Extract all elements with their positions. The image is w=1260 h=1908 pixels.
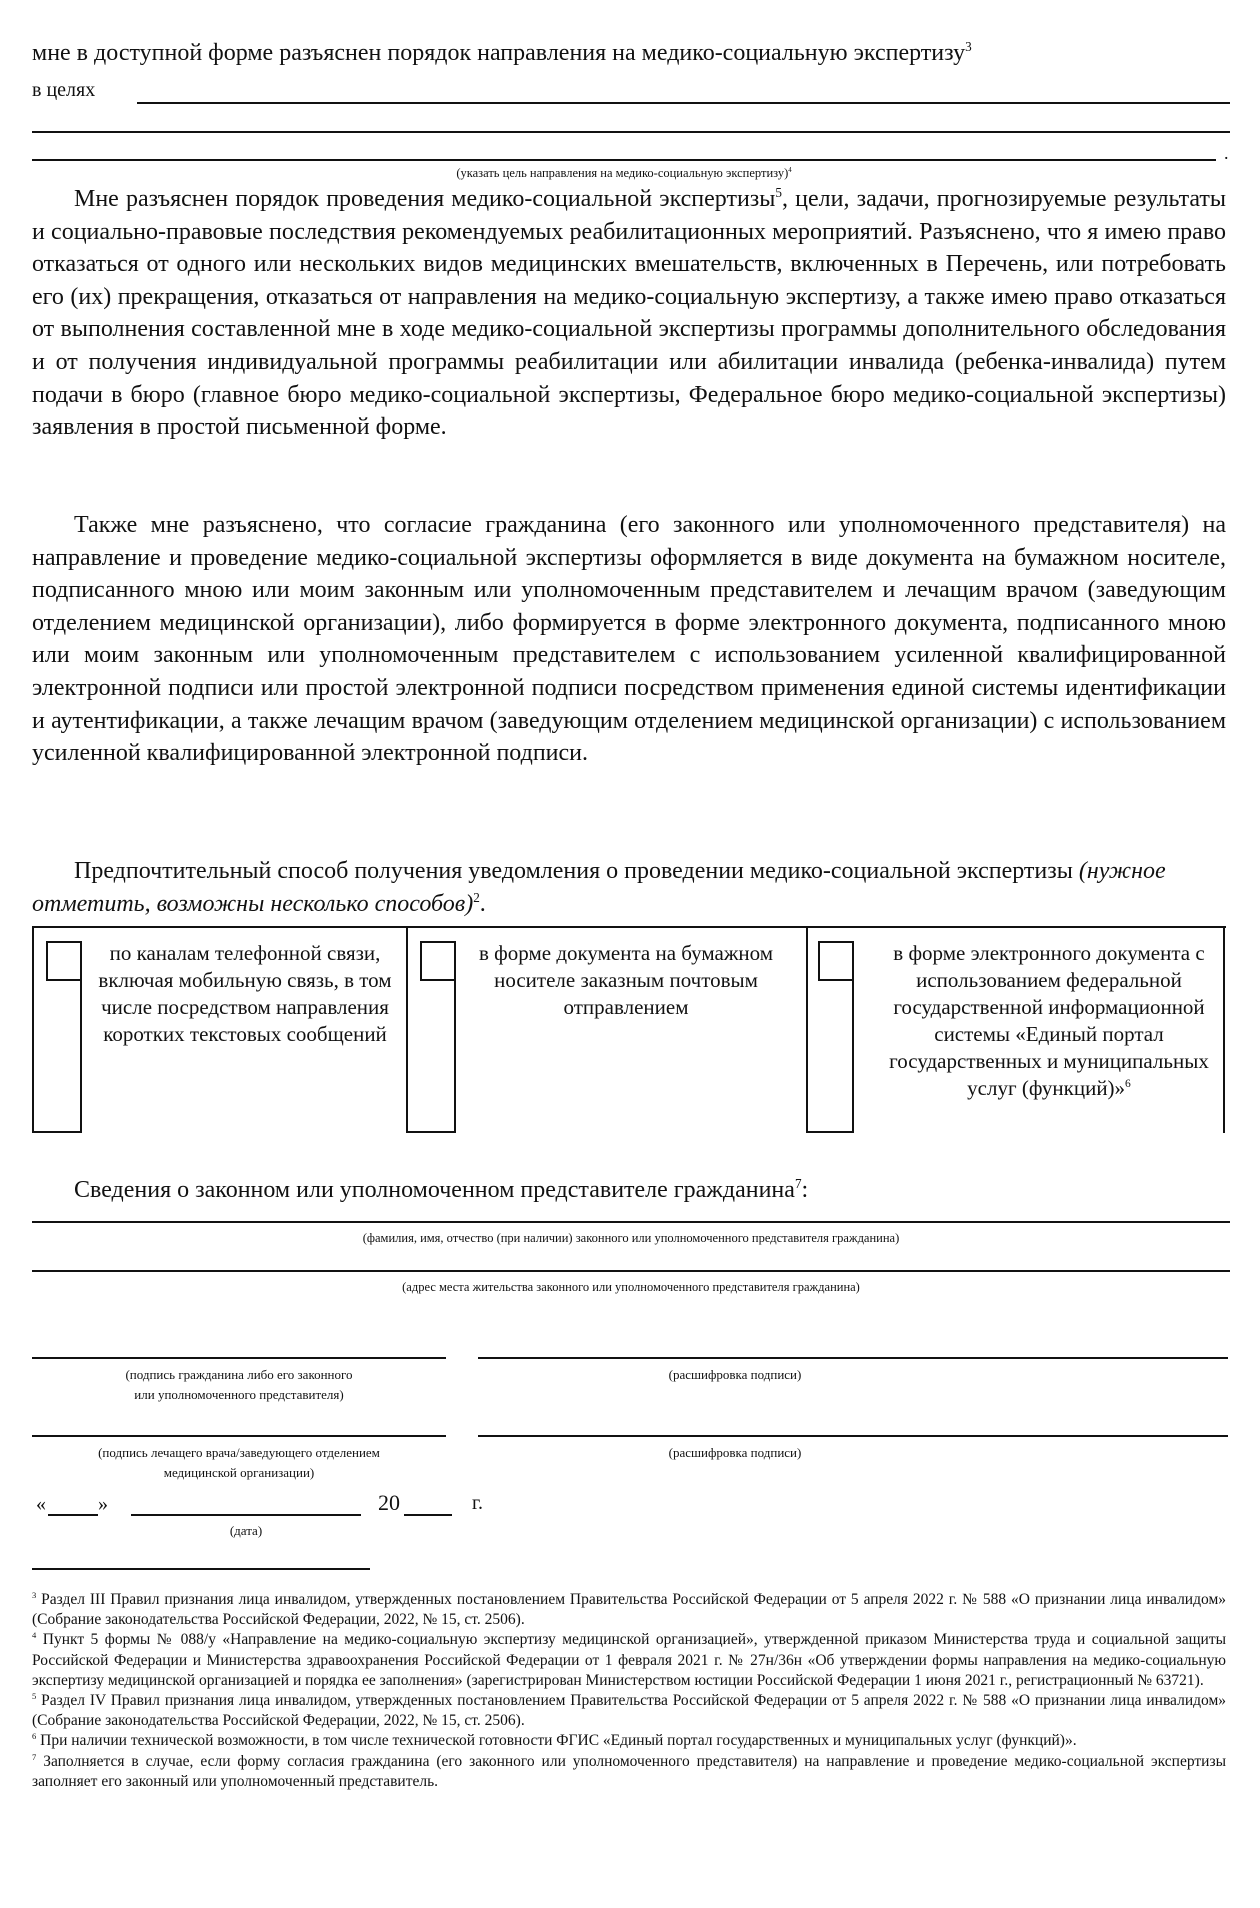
purpose-input-line-1[interactable] — [137, 102, 1230, 104]
checkbox-post[interactable] — [420, 941, 456, 981]
notification-option-post — [406, 928, 806, 1133]
footnote-number: 7 — [32, 1751, 37, 1762]
notification-heading-end: . — [479, 890, 486, 917]
option-label-text: в форме электронного документа с использованием федеральной государственной информационной системы «Единый портал государственных и муниципальных услуг (функций)» — [889, 941, 1209, 1100]
footnote-ref: 6 — [1125, 1078, 1131, 1090]
notification-hint: (нужное отметить, возможны несколько способов) — [32, 858, 1166, 917]
citizen-signature-caption — [32, 1365, 446, 1405]
table-border — [454, 979, 456, 1133]
representative-address-caption: (адрес места жительства законного или уполномоченного представителя гражданина) — [402, 1280, 860, 1294]
citizen-signature-line[interactable] — [32, 1357, 446, 1359]
purpose-label: в целях — [32, 79, 96, 101]
notification-heading-text: Предпочтительный способ получения уведомления о проведении медико-социальной экспертизы — [74, 858, 1073, 884]
footnote-text: При наличии технической возможности, в том числе технической готовности ФГИС «Единый портал государственных и муниципальных услуг (функций)». — [40, 1732, 1077, 1750]
date-caption: (дата) — [229, 1523, 263, 1538]
paragraph-consent-text: Также мне разъяснено, что согласие гражданина (его законного или уполномоченного представителя) на направление и проведение медико-социальной экспертизы оформляется в виде документа на бумажном носителе, подписанного мною или моим законным или уполномоченным представителем и лечащим врачом (заведующим отделением медицинской организации), либо формируется в форме электронного документа, подписанного мною или моим законным или уполномоченным представителем с использованием усиленной квалифицированной электронной подписи или простой электронной подписи посредством применения единой системы идентификации и аутентификации, а также лечащим врачом (заведующим отделением медицинской организации) с использованием усиленной квалифицированной электронной подписи. — [32, 512, 1226, 767]
footnote — [32, 1731, 1226, 1751]
representative-heading — [74, 1174, 808, 1206]
representative-name-caption: (фамилия, имя, отчество (при наличии) законного или уполномоченного представителя гражданина) — [362, 1231, 900, 1245]
notification-option-phone — [32, 928, 406, 1133]
purpose-caption-text: (указать цель направления на медико-социальную экспертизу) — [456, 166, 789, 180]
purpose-end-period: . — [1224, 143, 1229, 163]
table-border — [852, 979, 854, 1133]
footnote — [32, 1630, 1226, 1691]
footnote-number: 4 — [32, 1630, 37, 1641]
footnote-ref: 2 — [473, 889, 480, 905]
footnote-text: Раздел IV Правил признания лица инвалидом, утвержденных постановлением Правительства Российской Федерации от 5 апреля 2022 г. № 588 «О признании лица инвалидом» (Собрание законодательства Российской Федерации, 2022, № 15, ст. 2506). — [32, 1692, 1227, 1730]
date-year-suffix: г. — [472, 1492, 483, 1514]
representative-name-line[interactable] — [32, 1221, 1230, 1223]
citizen-decode-caption: (расшифровка подписи) — [668, 1367, 802, 1382]
table-border — [32, 928, 34, 1133]
notification-options-table — [32, 926, 1226, 1133]
citizen-signature-decode-line[interactable] — [478, 1357, 1228, 1359]
caption-line: (подпись лечащего врача/заведующего отделением — [98, 1445, 380, 1460]
purpose-input-line-2[interactable] — [32, 131, 1230, 133]
footnote-text: Пункт 5 формы № 088/у «Направление на медико-социальную экспертизу медицинской организацией», утвержденной приказом Министерства труда и социальной защиты Российской Федерации и Министерства здравоохранения Российской Федерации от 1 февраля 2021 г. № 27н/36н «Об утверждении формы направления на медико-социальную экспертизу медицинской организацией и порядка ее заполнения» (зарегистрирован Министерством юстиции Российской Федерации 1 июня 2021 г., регистрационный № 63721). — [32, 1631, 1227, 1689]
checkbox-phone[interactable] — [46, 941, 82, 981]
table-border — [806, 1131, 854, 1133]
doctor-signature-caption — [22, 1443, 456, 1483]
footnote — [32, 1590, 1226, 1630]
footnote-text: Раздел III Правил признания лица инвалидом, утвержденных постановлением Правительства Российской Федерации от 5 апреля 2022 г. № 588 «О признании лица инвалидом» (Собрание законодательства Российской Федерации, 2022, № 15, ст. 2506). — [32, 1591, 1227, 1629]
paragraph-rights-text-1: Мне разъяснен порядок проведения медико-социальной экспертизы — [74, 186, 776, 212]
date-year-line[interactable] — [404, 1514, 452, 1516]
footnote-ref: 3 — [965, 39, 972, 54]
footnote-text: Заполняется в случае, если форму согласия гражданина (его законного или уполномоченного представителя) на направление и проведение медико-социальной экспертизы заполняет его законный или уполномоченный представитель. — [32, 1752, 1226, 1790]
footnote-ref: 4 — [788, 166, 792, 174]
doctor-signature-line[interactable] — [32, 1435, 446, 1437]
option-label: по каналам телефонной связи, включая мобильную связь, в том числе посредством направления коротких текстовых сообщений — [98, 941, 392, 1046]
date-open-quote: « — [36, 1493, 46, 1515]
doctor-signature-decode-line[interactable] — [478, 1435, 1228, 1437]
representative-heading-end: : — [801, 1177, 809, 1203]
notification-option-epgu — [806, 928, 1226, 1133]
representative-heading-text: Сведения о законном или уполномоченном представителе гражданина — [74, 1177, 795, 1203]
notification-heading — [32, 855, 1226, 920]
table-border — [406, 1131, 456, 1133]
representative-address-line[interactable] — [32, 1270, 1230, 1272]
footnote-number: 6 — [32, 1731, 37, 1742]
date-century: 20 — [378, 1490, 400, 1515]
checkbox-epgu[interactable] — [818, 941, 854, 981]
purpose-caption — [32, 165, 1216, 181]
caption-line: медицинской организации) — [163, 1465, 315, 1480]
option-label: в форме документа на бумажном носителе заказным почтовым отправлением — [479, 941, 773, 1019]
paragraph-rights-text-2: , цели, задачи, прогнозируемые результаты и социально-правовые последствия рекомендуемых реабилитационных мероприятий. Разъяснено, что я имею право отказаться от одного или нескольких видов медицинских вмешательств, включенных в Перечень, или потребовать его (их) прекращения, отказаться от направления на медико-социальную экспертизу, а также имею право отказаться от выполнения составленной мне в ходе медико-социальной экспертизы программы дополнительного обследования и от получения индивидуальной программы реабилитации или абилитации инвалида (ребенка-инвалида) путем подачи в бюро (главное бюро медико-социальной экспертизы, Федеральное бюро медико-социальной экспертизы) заявления в простой письменной форме. — [32, 186, 1227, 441]
table-border — [806, 928, 808, 1133]
intro-text: мне в доступной форме разъяснен порядок направления на медико-социальную экспертизу — [32, 40, 966, 66]
footnote-ref: 5 — [775, 185, 783, 200]
caption-line: (подпись гражданина либо его законного — [125, 1367, 353, 1382]
option-label — [874, 940, 1224, 1102]
footnotes — [32, 1590, 1226, 1792]
date-month-line[interactable] — [131, 1514, 361, 1516]
caption-line: или уполномоченного представителя) — [134, 1387, 344, 1402]
table-border — [80, 979, 82, 1133]
paragraph-consent — [32, 509, 1226, 770]
table-border — [406, 928, 408, 1133]
date-close-quote: » — [98, 1493, 108, 1515]
intro-line — [32, 37, 972, 70]
date-day-line[interactable] — [48, 1514, 98, 1516]
footnote-ref: 7 — [794, 1176, 802, 1191]
footnote-number: 5 — [32, 1690, 37, 1701]
table-border — [32, 1131, 82, 1133]
purpose-input-line-3[interactable] — [32, 159, 1216, 161]
paragraph-rights — [32, 183, 1226, 444]
footnote-number: 3 — [32, 1589, 37, 1600]
doctor-decode-caption: (расшифровка подписи) — [668, 1445, 802, 1460]
footnote — [32, 1691, 1226, 1731]
footnote — [32, 1752, 1226, 1792]
footnote-separator — [32, 1568, 370, 1570]
